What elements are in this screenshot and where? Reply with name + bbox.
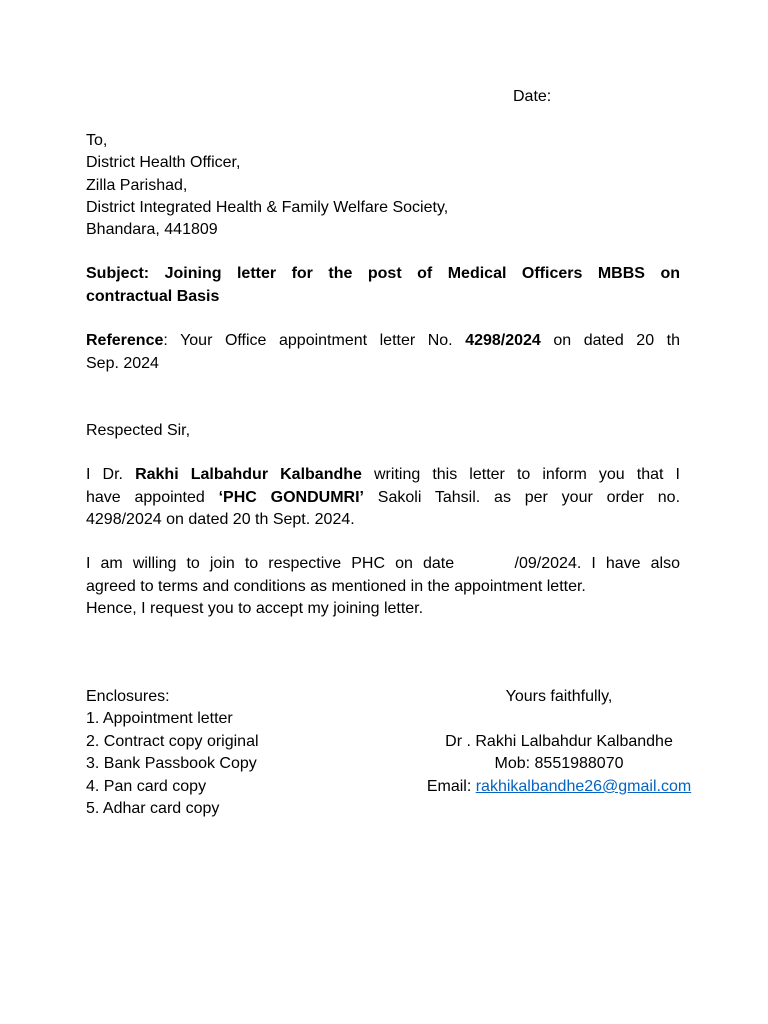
date-label: Date: bbox=[513, 88, 552, 105]
enclosure-item: 5. Adhar card copy bbox=[86, 800, 220, 817]
enclosure-item: 4. Pan card copy bbox=[86, 778, 207, 795]
paragraph-2-line-1: I am willing to join to respective PHC on date /09/2024. I have also bbox=[86, 555, 680, 572]
email-link[interactable]: rakhikalbandhe26@gmail.com bbox=[475, 778, 692, 795]
mobile-number: Mob: 8551988070 bbox=[494, 755, 624, 772]
paragraph-2-line-3: Hence, I request you to accept my joining letter. bbox=[86, 600, 424, 617]
salutation: Respected Sir, bbox=[86, 422, 191, 439]
paragraph-1-line-1 bbox=[86, 464, 680, 487]
reference-number: 4298/2024 bbox=[465, 332, 541, 349]
recipient-line-1: District Health Officer, bbox=[86, 154, 241, 171]
doctor-name: Rakhi Lalbahdur Kalbandhe bbox=[135, 466, 362, 483]
reference-text-a: : Your Office appointment letter No. bbox=[163, 332, 466, 349]
paragraph-1-line-3: 4298/2024 on dated 20 th Sept. 2024. bbox=[86, 511, 355, 528]
subject-line-1: Subject: Joining letter for the post of Medical Officers MBBS on bbox=[86, 265, 680, 282]
subject-line-2: contractual Basis bbox=[86, 287, 220, 305]
paragraph-2 bbox=[86, 553, 680, 621]
email-label: Email: bbox=[426, 778, 476, 795]
recipient-to: To, bbox=[86, 132, 108, 149]
reference-text-b: on dated 20 th bbox=[540, 332, 680, 349]
paragraph-1-line-2 bbox=[86, 487, 680, 510]
email-line bbox=[409, 776, 709, 798]
para1-text-c: have appointed bbox=[86, 488, 219, 506]
recipient-line-4: Bhandara, 441809 bbox=[86, 221, 218, 238]
reference-line-1 bbox=[86, 330, 680, 353]
reference-line-2: Sep. 2024 bbox=[86, 354, 159, 372]
para1-text-b: writing this letter to inform you that I bbox=[361, 466, 680, 483]
subject bbox=[86, 263, 680, 308]
recipient-line-3: District Integrated Health & Family Welfare Society, bbox=[86, 199, 449, 216]
phc-name: ‘PHC GONDUMRI’ bbox=[218, 488, 364, 506]
enclosures-title: Enclosures: bbox=[86, 688, 170, 705]
para1-text-d: Sakoli Tahsil. as per your order no. bbox=[363, 488, 681, 506]
reference bbox=[86, 330, 680, 375]
enclosure-item: 3. Bank Passbook Copy bbox=[86, 755, 257, 772]
closing: Yours faithfully, bbox=[505, 688, 613, 705]
recipient-line-2: Zilla Parishad, bbox=[86, 177, 188, 194]
signatory-name: Dr . Rakhi Lalbahdur Kalbandhe bbox=[445, 733, 673, 750]
enclosure-item: 1. Appointment letter bbox=[86, 710, 233, 727]
para1-text-a: I Dr. bbox=[86, 466, 136, 483]
paragraph-2-line-2: agreed to terms and conditions as mentioned in the appointment letter. bbox=[86, 577, 586, 595]
paragraph-1 bbox=[86, 464, 680, 532]
enclosure-item: 2. Contract copy original bbox=[86, 733, 259, 750]
reference-label: Reference bbox=[86, 332, 164, 349]
